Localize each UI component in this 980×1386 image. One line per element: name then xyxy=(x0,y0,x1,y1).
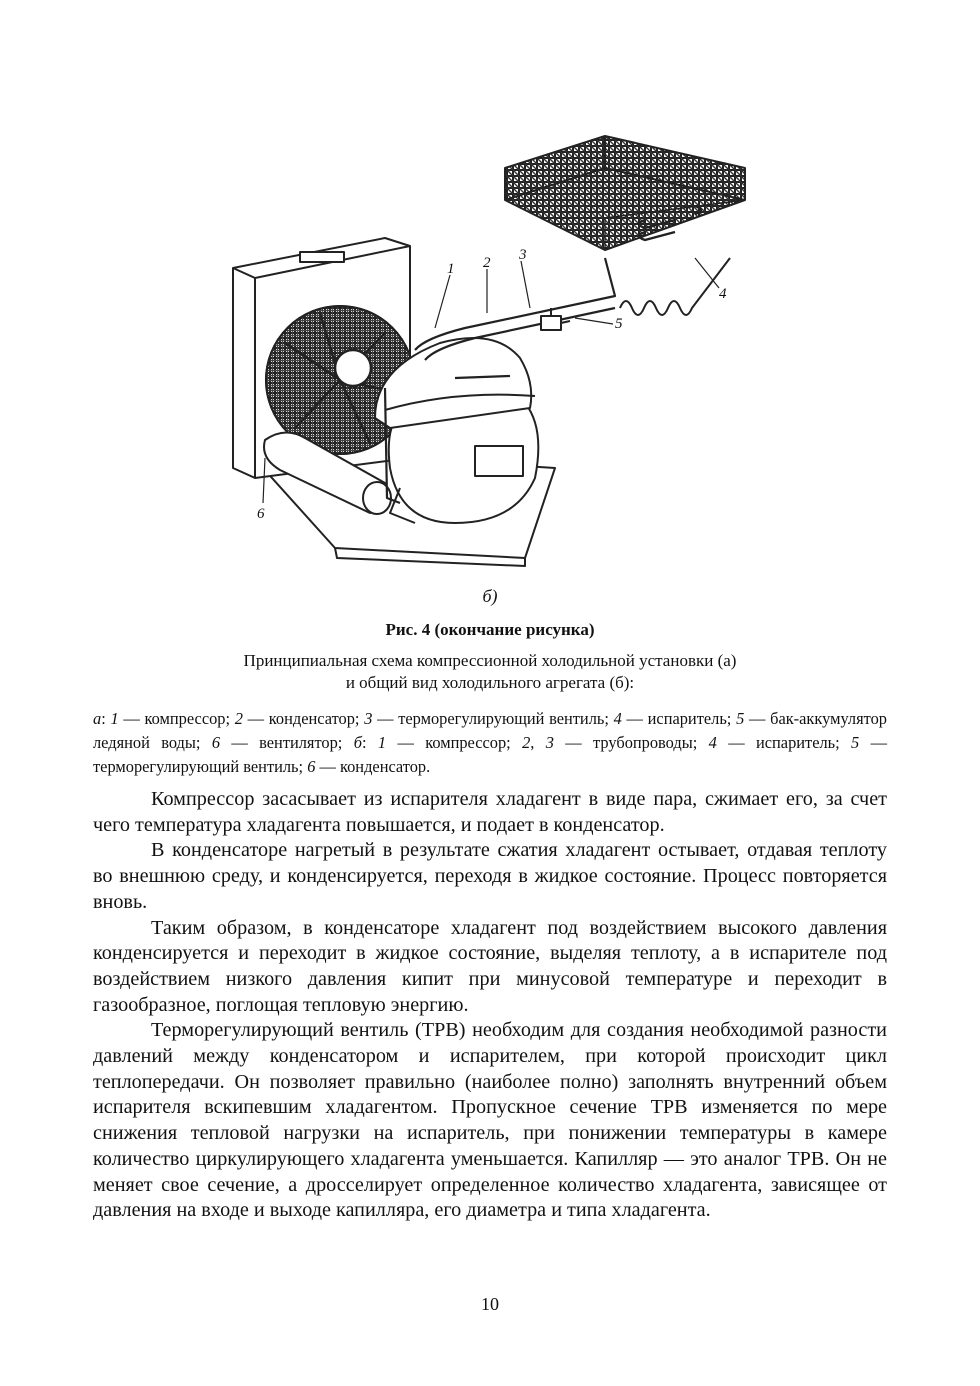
legend-text: — вентилятор; xyxy=(220,733,354,752)
callout-2: 2 xyxy=(483,255,491,271)
legend-text: — терморегулирующий вентиль; xyxy=(372,709,614,728)
legend-text: — компрессор; xyxy=(118,709,235,728)
legend-number: 1 xyxy=(377,733,387,752)
legend-number: 2 xyxy=(522,733,531,752)
callout-6: 6 xyxy=(257,506,265,522)
capillary-coil xyxy=(620,258,730,315)
subfigure-label: б) xyxy=(482,586,498,606)
callout-1: 1 xyxy=(447,261,455,277)
paragraph: Терморегулирующий вентиль (ТРВ) необходим для создания необходимой разности давлений между конденсатором и испарителем, при которой происходит цикл теплопередачи. Он позволяет правильно (наиболее полно) заполнять внутренний объем испарителя вскипевшим хладагентом. Пропускное сечение ТРВ изменяется по мере снижения тепловой нагрузки на испаритель, при понижении температуры в камере количество циркулирующего хладагента уменьшается. Капилляр — это аналог ТРВ. Он не меняет свое сечение, а дросселирует определенное количество хладагента, зависящее от давления на входе и выходе капилляра, его диаметра и типа хладагента. xyxy=(93,1019,887,1222)
figure-caption xyxy=(0,650,980,694)
legend-text: — терморегулирующий вентиль; xyxy=(93,733,887,776)
callout-5: 5 xyxy=(615,316,623,332)
legend-number: 1 xyxy=(110,709,119,728)
legend-part-a-label: а xyxy=(93,709,102,728)
callout-3: 3 xyxy=(519,247,527,263)
legend-part-b-label: б xyxy=(353,733,362,752)
legend-number: 3 xyxy=(364,709,373,728)
paragraph: В конденсаторе нагретый в результате сжатия хладагент остывает, отдавая теплоту во внешнюю среду, и конденсируется, переходя в жидкое состояние. Процесс повторяется вновь. xyxy=(93,839,887,913)
legend-number: 3 xyxy=(545,733,554,752)
legend-text: — испаритель; xyxy=(716,733,852,752)
evaporator xyxy=(505,136,745,250)
legend-number: 4 xyxy=(708,733,717,752)
legend-number: 5 xyxy=(736,709,745,728)
legend-number: 6 xyxy=(211,733,221,752)
callout-4: 4 xyxy=(719,286,727,302)
legend-text: — конденсатор; xyxy=(242,709,365,728)
paragraph: Компрессор засасывает из испарителя хладагент в виде пара, сжимает его, за счет чего температура хладагента повышается, и подает в конденсатор. xyxy=(93,788,887,836)
legend-number: 2 xyxy=(234,709,243,728)
legend-text: — бак-аккумулятор ледяной воды; xyxy=(93,709,887,752)
legend-number: 4 xyxy=(613,709,622,728)
refrigeration-unit-illustration xyxy=(225,128,765,568)
body-text xyxy=(93,787,887,1224)
legend-text: — трубопроводы; xyxy=(553,733,709,752)
compressor xyxy=(375,338,538,523)
caption-line-2: и общий вид холодильного агрегата (б): xyxy=(345,673,635,692)
legend-text: , xyxy=(530,733,546,752)
legend-text: — конденсатор. xyxy=(315,757,431,776)
figure-title: Рис. 4 (окончание рисунка) xyxy=(385,620,595,639)
legend-number: 5 xyxy=(851,733,860,752)
legend-number: 6 xyxy=(307,757,316,776)
legend-text: — испаритель; xyxy=(621,709,737,728)
paragraph: Таким образом, в конденсаторе хладагент под воздействием высокого давления конденсируется и переходит в жидкое состояние, выделяя теплоту, а в испарителе под воздействием низкого давления кипит при минусовой температуре и переходит в газообразное, поглощая тепловую энергию. xyxy=(93,916,887,1016)
legend-text: — компрессор; xyxy=(386,733,523,752)
caption-line-1: Принципиальная схема компрессионной холодильной установки (а) xyxy=(243,651,737,670)
figure-legend: а: 1 — компрессор; 2 — конденсатор; 3 — терморегулирующий вентиль; 4 — испаритель; 5 — бак-аккумулятор ледяной воды; 6 — вентилятор; б: 1 — компрессор; 2, 3 — трубопроводы; 4 — испаритель; 5 — терморегулирующий вентиль; 6 — конденсатор. xyxy=(93,709,887,776)
page-number: 10 xyxy=(481,1294,499,1314)
